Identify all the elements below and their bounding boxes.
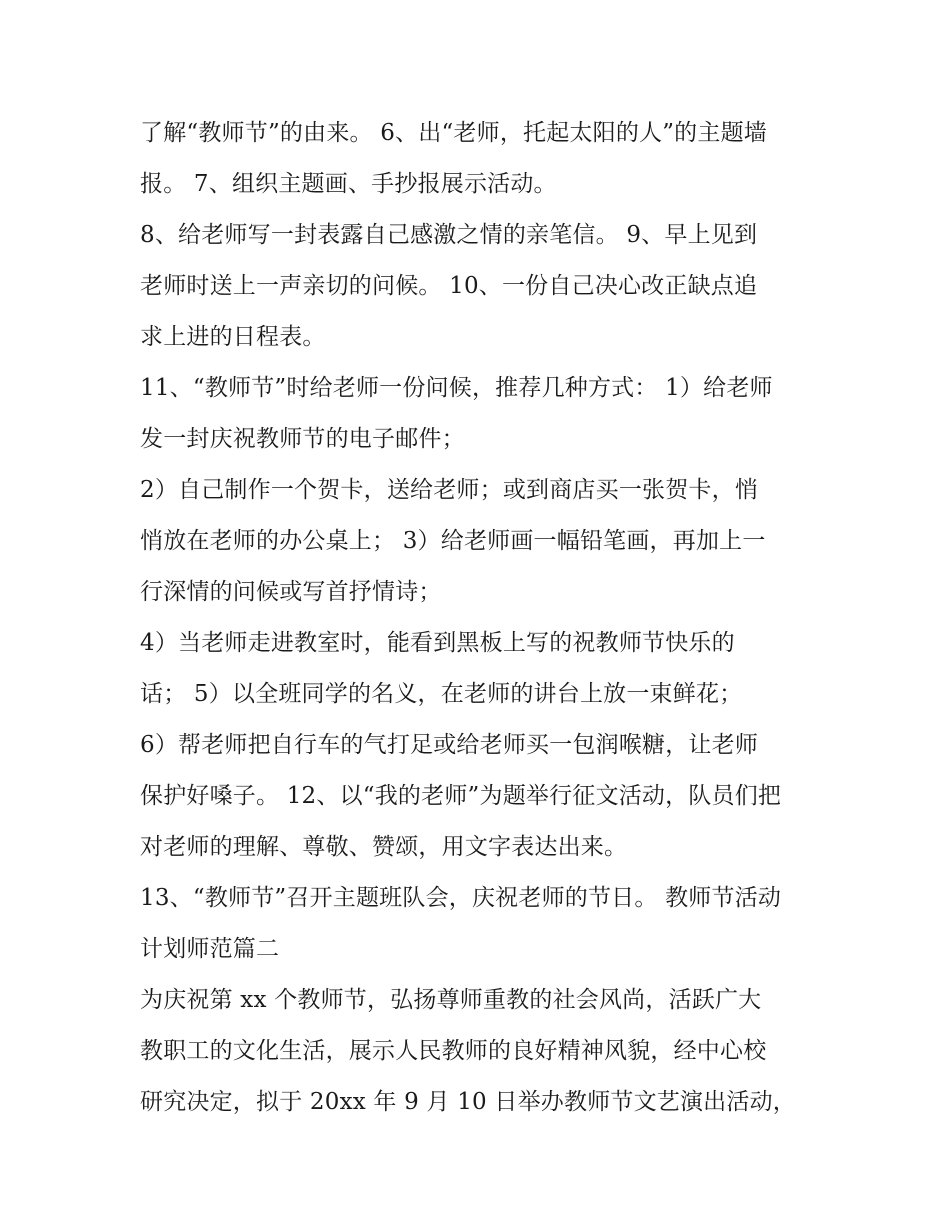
text-line: 6）帮老师把自行车的气打足或给老师买一包润喉糖，让老师: [140, 732, 759, 758]
text-line: 为庆祝第 xx 个教师节，弘扬尊师重教的社会风尚，活跃广大: [140, 987, 762, 1013]
text-line: 对老师的理解、尊敬、赞颂，用文字表达出来。: [140, 834, 628, 860]
text-line: 话； 5）以全班同学的名义，在老师的讲台上放一束鲜花；: [140, 681, 743, 707]
text-line: 报。 7、组织主题画、手抄报展示活动。: [140, 171, 557, 197]
text-line: 行深情的问候或写首抒情诗；: [140, 579, 442, 605]
text-line: 教职工的文化生活，展示人民教师的良好精神风貌，经中心校: [140, 1038, 767, 1064]
text-line: 4）当老师走进教室时，能看到黑板上写的祝教师节快乐的: [140, 630, 735, 656]
text-line: 11、“教师节”时给老师一份问候，推荐几种方式： 1）给老师: [140, 375, 773, 401]
text-line: 2）自己制作一个贺卡，送给老师；或到商店买一张贺卡，悄: [140, 477, 759, 503]
text-line: 研究决定，拟于 20xx 年 9 月 10 日举办教师节文艺演出活动，: [140, 1089, 796, 1115]
text-line: 悄放在老师的办公桌上； 3）给老师画一幅铅笔画，再加上一: [140, 528, 766, 554]
text-line: 计划师范篇二: [140, 936, 280, 962]
text-line: 保护好嗓子。 12、以“我的老师”为题举行征文活动，队员们把: [140, 783, 782, 809]
text-line: 8、给老师写一封表露自己感激之情的亲笔信。 9、早上见到: [140, 222, 758, 248]
text-line: 求上进的日程表。: [140, 324, 326, 350]
text-line: 13、“教师节”召开主题班队会，庆祝老师的节日。 教师节活动: [140, 885, 782, 911]
text-line: 老师时送上一声亲切的问候。 10、一份自己决心改正缺点追: [140, 273, 758, 299]
document-body: [140, 108, 840, 1128]
text-line: 了解“教师节”的由来。 6、出“老师，托起太阳的人”的主题墙: [140, 120, 767, 146]
text-line: 发一封庆祝教师节的电子邮件；: [140, 426, 465, 452]
